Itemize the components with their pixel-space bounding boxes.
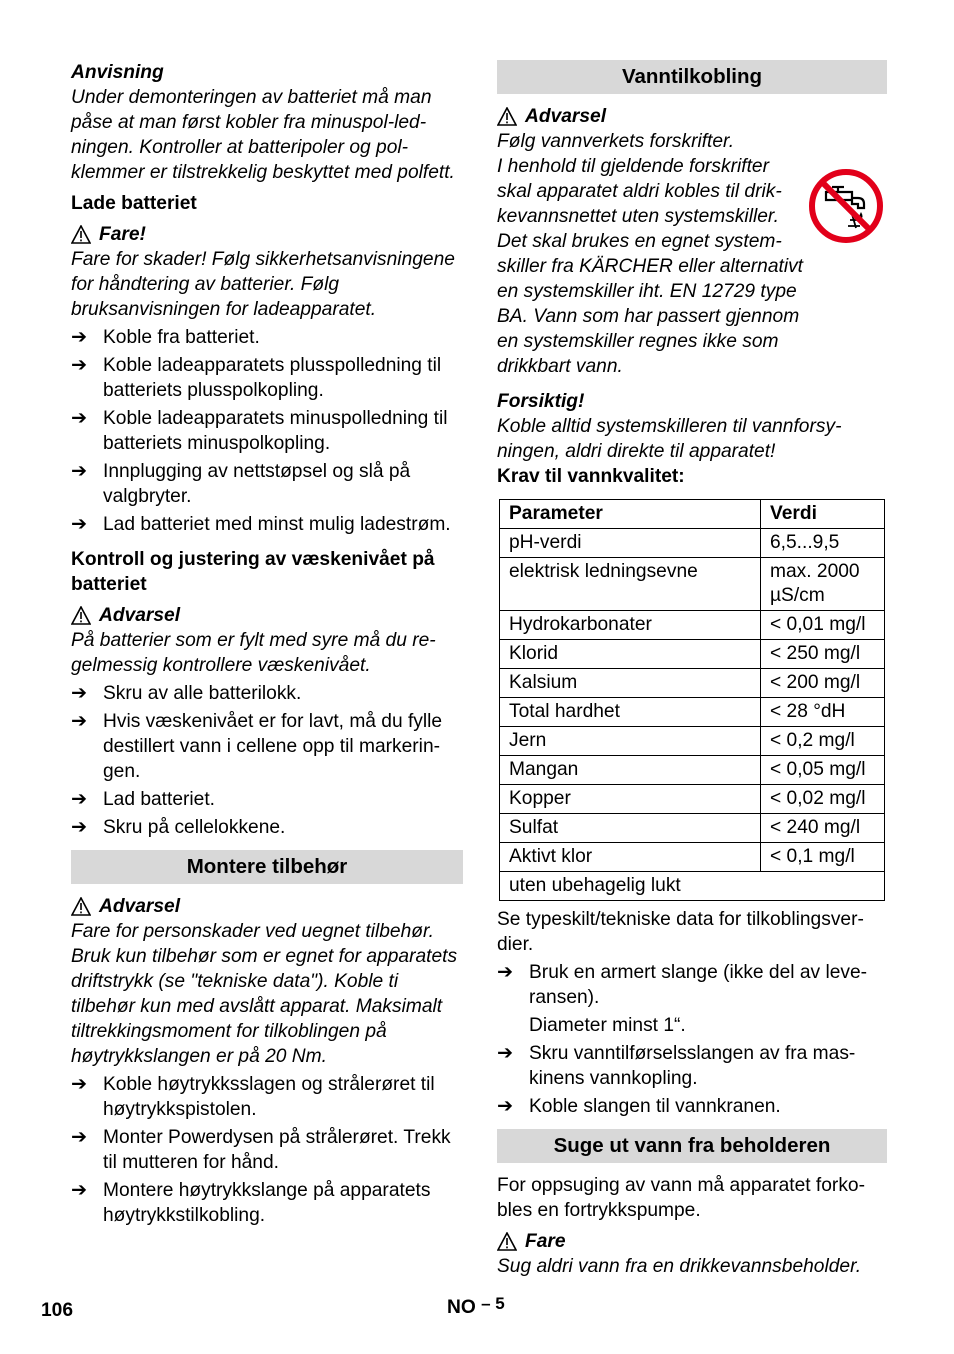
table-row: Klorid < 250 mg/l [500,640,885,669]
vann-warn-text-1: Følg vannverkets forskrifter. [497,131,735,152]
anvisning-title: Anvisning [71,62,164,83]
diameter-text: Diameter minst 1“. [529,1015,686,1036]
arrow-right-icon: ➔ [71,683,88,704]
arrow-right-icon: ➔ [71,327,88,348]
lade-heading: Lade batteriet [71,193,197,214]
table-row: Hydrokarbonater < 0,01 mg/l [500,611,885,640]
kontroll-steps [71,681,463,840]
table-row: Mangan < 0,05 mg/l [500,756,885,785]
page-number: 106 [41,1300,74,1321]
arrow-right-icon: ➔ [71,711,88,732]
list-item: ➔ Lad batteriet. [71,789,216,810]
arrow-right-icon: ➔ [497,962,514,983]
table-row: pH-verdi 6,5...9,5 [500,529,885,558]
table-row: Jern < 0,2 mg/l [500,727,885,756]
forsiktig-text: Koble alltid systemskilleren til vannforsyningen, aldri direkte til apparatet! [497,416,842,462]
water-quality-table [499,499,885,901]
list-item: ➔ Skru vanntilførselsslangen av fra maskinens vannkopling. [497,1043,856,1089]
list-item: ➔ Innplugging av nettstøpsel og slå på valgbryter. [71,461,411,507]
warning-triangle-icon [497,1232,517,1251]
table-header-verdi: Verdi [761,500,885,529]
warning-triangle-icon [71,897,91,916]
montere-section-bar: Montere tilbehør [71,850,463,884]
table-row: uten ubehagelig lukt [500,872,885,901]
table-header-parameter: Parameter [500,500,761,529]
table-row: Kalsium < 200 mg/l [500,669,885,698]
list-item: ➔ Monter Powerdysen på strålerøret. Trekk til mutteren for hånd. [71,1127,451,1173]
suge-warn-label: Fare [525,1231,566,1252]
kontroll-heading: Kontroll og justering av væskenivået på batteriet [71,549,435,595]
vann-warn-text-2a [497,154,807,379]
montere-steps [71,1072,463,1228]
list-item: ➔ Bruk en armert slange (ikke del av leveransen). [497,962,868,1008]
list-item: ➔ Koble fra batteriet. [71,327,260,348]
list-item: ➔ Koble slangen til vannkranen. [497,1096,781,1117]
table-row: Aktivt klor < 0,1 mg/l [500,843,885,872]
table-row: Kopper < 0,02 mg/l [500,785,885,814]
kontroll-warn-label: Advarsel [99,605,181,626]
arrow-right-icon: ➔ [71,1074,88,1095]
forsiktig-label: Forsiktig! [497,391,585,412]
no-drinking-water-icon [808,168,884,244]
arrow-right-icon: ➔ [71,461,88,482]
arrow-right-icon: ➔ [71,514,88,535]
list-item: ➔ Skru av alle batterilokk. [71,683,302,704]
anvisning-text: Under demonteringen av batteriet må man påse at man først kobler fra minuspol-ledningen. Kontroller at batteripoler og polklemmer er tilstrekkelig beskyttet med polfett. [71,87,455,183]
lade-warning [71,222,463,247]
left-column [71,60,463,1228]
warning-triangle-icon [497,107,517,126]
table-row: Total hardhet < 28 °dH [500,698,885,727]
warning-triangle-icon [71,225,91,244]
kontroll-warning [71,603,463,628]
arrow-right-icon: ➔ [497,1043,514,1064]
table-header-row [500,500,885,529]
suge-section-bar: Suge ut vann fra beholderen [497,1129,887,1163]
vann-warn-label: Advarsel [525,106,607,127]
kontroll-warn-text: På batterier som er fylt med syre må du regelmessig kontrollere væskenivået. [71,630,436,676]
footer-lang: NO [447,1297,476,1318]
arrow-right-icon: ➔ [71,355,88,376]
list-item: ➔ Koble ladeapparatets plusspolledning til batteriets plusspolkopling. [71,355,442,401]
lade-steps [71,325,463,537]
suge-warning [497,1229,887,1254]
list-item: ➔ Skru på cellelokkene. [71,817,286,838]
suge-text: For oppsuging av vann må apparatet forkobles en fortrykkspumpe. [497,1175,865,1221]
list-item: ➔ Lad batteriet med minst mulig ladestrøm. [71,514,451,535]
arrow-right-icon: ➔ [497,1096,514,1117]
table-row: Sulfat < 240 mg/l [500,814,885,843]
footer-lang-page [447,1294,505,1319]
list-item: ➔ Koble ladeapparatets minuspolledning til batteriets minuspolkopling. [71,408,448,454]
vann-section-bar: Vanntilkobling [497,60,887,94]
arrow-right-icon: ➔ [71,1180,88,1201]
list-item: ➔ Hvis væskenivået er for lavt, må du fylle destillert vann i cellene opp til markeringen. [71,711,443,782]
warning-triangle-icon [71,606,91,625]
list-item: ➔ Koble høytrykksslagen og strålerøret til høytrykkspistolen. [71,1074,435,1120]
table-row: elektrisk ledningsevne max. 2000 µS/cm [500,558,885,611]
arrow-right-icon: ➔ [71,408,88,429]
vann-steps [497,960,887,1119]
lade-warn-text: Fare for skader! Følg sikkerhetsanvisningene for håndtering av batterier. Følg bruksanvisningen for ladeapparatet. [71,249,455,320]
lade-warn-label: Fare! [99,224,146,245]
montere-warn-text: Fare for personskader ved uegnet tilbehør. Bruk kun tilbehør som er egnet for apparatets driftstrykk (se "tekniske data"). Koble ti tilbehør kun med avslått apparat. Maksimalt tiltrekkingsmoment for tilkoblingen på høytrykkslangen er på 20 Nm. [71,921,458,1067]
se-text: Se typeskilt/tekniske data for tilkoblingsverdier. [497,909,864,955]
arrow-right-icon: ➔ [71,817,88,838]
suge-warn-text: Sug aldri vann fra en drikkevannsbeholder. [497,1256,862,1277]
arrow-right-icon: ➔ [71,1127,88,1148]
list-item: ➔ Montere høytrykkslange på apparatets høytrykkstilkobling. [71,1180,431,1226]
montere-warning [71,894,463,919]
footer-dash-page: – 5 [481,1294,505,1313]
montere-warn-label: Advarsel [99,896,181,917]
krav-heading: Krav til vannkvalitet: [497,466,685,487]
list-item-note [497,1013,887,1038]
vann-warning [497,104,887,129]
arrow-right-icon: ➔ [71,789,88,810]
vann-warn-text-2: I henhold til gjeldende forskrifter skal apparatet aldri kobles til drikkevannsnettet uten systemskiller. Det skal brukes en egnet systemskiller fra KÄRCHER eller alternativt en systemskiller iht. EN 12729 type BA. Vann som har passert gjennom en systemskiller regnes ikke som drikkbart vann. [497,156,804,377]
